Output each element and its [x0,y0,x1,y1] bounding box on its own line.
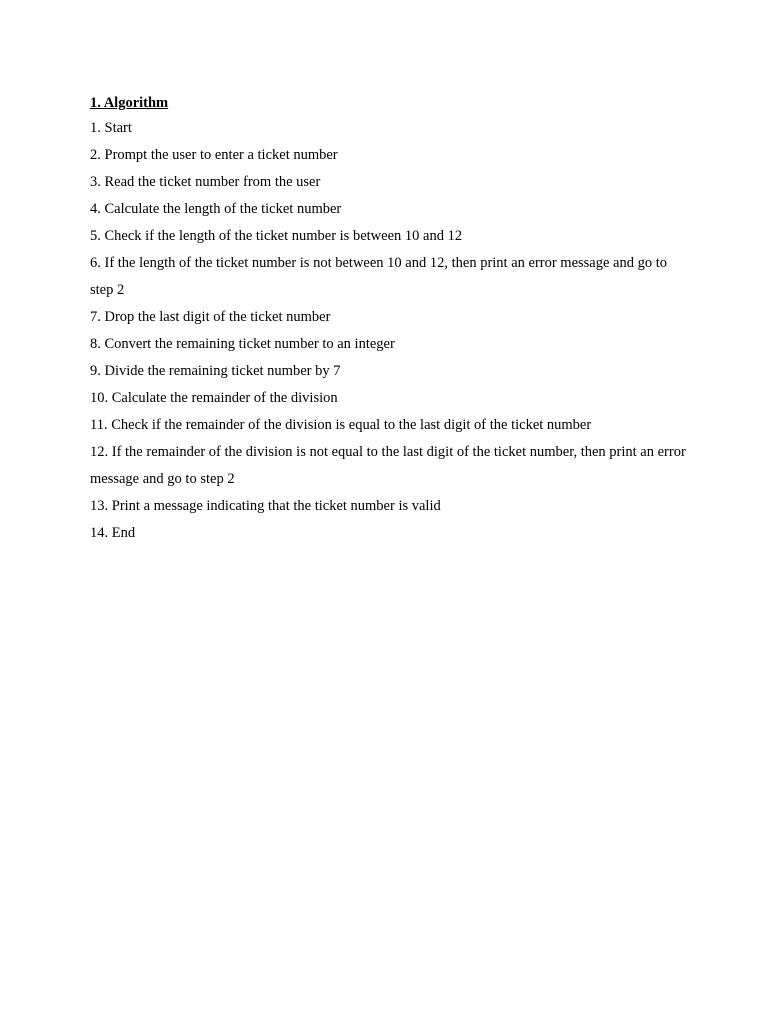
step-5: 5. Check if the length of the ticket number is between 10 and 12 [90,228,463,244]
step-4: 4. Calculate the length of the ticket number [90,201,342,217]
step-12: 12. If the remainder of the division is not equal to the last digit of the ticket number, then print an error message and go to step 2 [90,444,686,487]
step-9: 9. Divide the remaining ticket number by 7 [90,363,341,379]
step-6: 6. If the length of the ticket number is not between 10 and 12, then print an error message and go to step 2 [90,255,668,298]
step-1: 1. Start [90,120,132,136]
document-page [90,91,690,547]
step-7: 7. Drop the last digit of the ticket number [90,309,331,325]
step-10: 10. Calculate the remainder of the division [90,390,338,406]
section-heading: 1. Algorithm [90,95,169,111]
step-2: 2. Prompt the user to enter a ticket number [90,147,338,163]
step-13: 13. Print a message indicating that the ticket number is valid [90,498,441,514]
step-11: 11. Check if the remainder of the division is equal to the last digit of the ticket number [90,417,592,433]
step-14: 14. End [90,525,136,541]
step-8: 8. Convert the remaining ticket number to an integer [90,336,395,352]
algorithm-steps-list [90,115,690,547]
step-3: 3. Read the ticket number from the user [90,174,321,190]
